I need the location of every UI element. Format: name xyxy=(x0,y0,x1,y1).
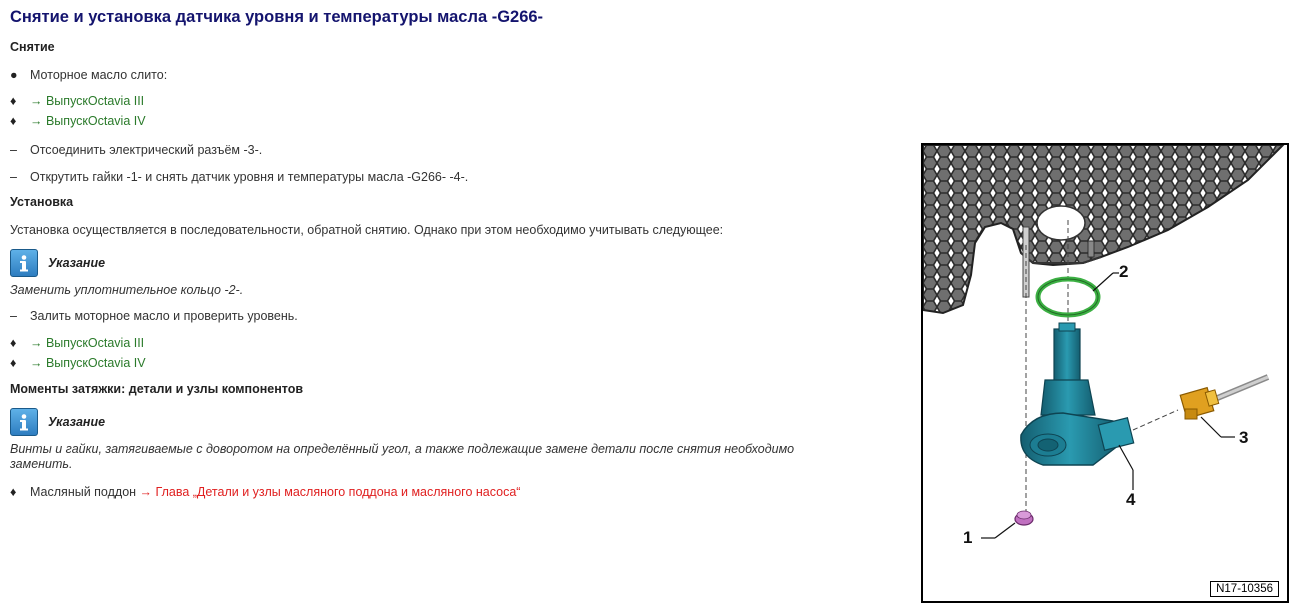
oil-pan-chapter-link[interactable]: → Глава „Детали и узлы масляного поддона и масляного насоса“ xyxy=(139,485,521,499)
list-item xyxy=(10,309,298,323)
nut xyxy=(1015,511,1033,525)
step-unscrew: Открутить гайки -1- и снять датчик уровня и температуры масла -G266- -4-. xyxy=(30,170,469,184)
note-block xyxy=(10,408,105,436)
install-intro: Установка осуществляется в последовательности, обратной снятию. Однако при этом необходимо учитывать следующее: xyxy=(10,223,724,237)
callout-1: 1 xyxy=(963,528,973,547)
oil-pan-label: Масляный поддон xyxy=(30,485,137,499)
link-octavia-iv[interactable]: → ВыпускOctavia IV xyxy=(30,356,146,370)
bullet-dash: – xyxy=(10,143,17,157)
bullet-diamond: ♦ xyxy=(10,114,17,128)
info-icon xyxy=(10,249,38,277)
bullet-diamond: ♦ xyxy=(10,94,17,108)
list-item xyxy=(10,485,520,499)
bullet-diamond: ♦ xyxy=(10,336,17,350)
torque-heading: Моменты затяжки: детали и узлы компонентов xyxy=(10,382,304,396)
bullet-diamond: ♦ xyxy=(10,356,17,370)
electrical-connector xyxy=(1180,377,1268,419)
list-item xyxy=(10,68,167,82)
removal-heading: Снятие xyxy=(10,40,55,54)
link-octavia-iii[interactable]: → ВыпускOctavia III xyxy=(30,94,145,108)
list-item xyxy=(10,170,468,184)
oil-drained-text: Моторное масло слито: xyxy=(30,68,168,82)
note-text-line1: Винты и гайки, затягиваемые с доворотом на определённый угол, а также подлежащие замене детали после снятия необходимо xyxy=(10,442,795,456)
bullet-dash: – xyxy=(10,170,17,184)
list-item xyxy=(10,94,144,108)
sensor-illustration xyxy=(921,143,1289,603)
page-title: Снятие и установка датчика уровня и температуры масла -G266- xyxy=(10,8,544,26)
list-item xyxy=(10,356,146,370)
note-title: Указание xyxy=(48,415,106,429)
note-title: Указание xyxy=(48,256,106,270)
list-item xyxy=(10,143,262,157)
oil-level-sensor xyxy=(1021,323,1134,465)
link-octavia-iii[interactable]: → ВыпускOctavia III xyxy=(30,336,145,350)
bullet-dot: ● xyxy=(10,68,18,82)
bullet-diamond: ♦ xyxy=(10,485,17,499)
callout-4: 4 xyxy=(1126,490,1136,509)
exploded-view-drawing xyxy=(923,145,1287,601)
note-text: Заменить уплотнительное кольцо -2-. xyxy=(10,283,244,297)
link-octavia-iv[interactable]: → ВыпускOctavia IV xyxy=(30,114,146,128)
step-disconnect: Отсоединить электрический разъём -3-. xyxy=(30,143,263,157)
info-icon xyxy=(10,408,38,436)
callout-3: 3 xyxy=(1239,428,1249,447)
step-fill-oil: Залить моторное масло и проверить уровень. xyxy=(30,309,298,323)
figure-reference: N17-10356 xyxy=(1210,581,1279,597)
list-item xyxy=(10,114,146,128)
note-block xyxy=(10,249,105,277)
note-text-line2: заменить. xyxy=(10,457,73,471)
install-heading: Установка xyxy=(10,195,74,209)
list-item xyxy=(10,336,144,350)
bullet-dash: – xyxy=(10,309,17,323)
callout-2: 2 xyxy=(1119,262,1129,281)
oil-pan xyxy=(923,145,1283,313)
